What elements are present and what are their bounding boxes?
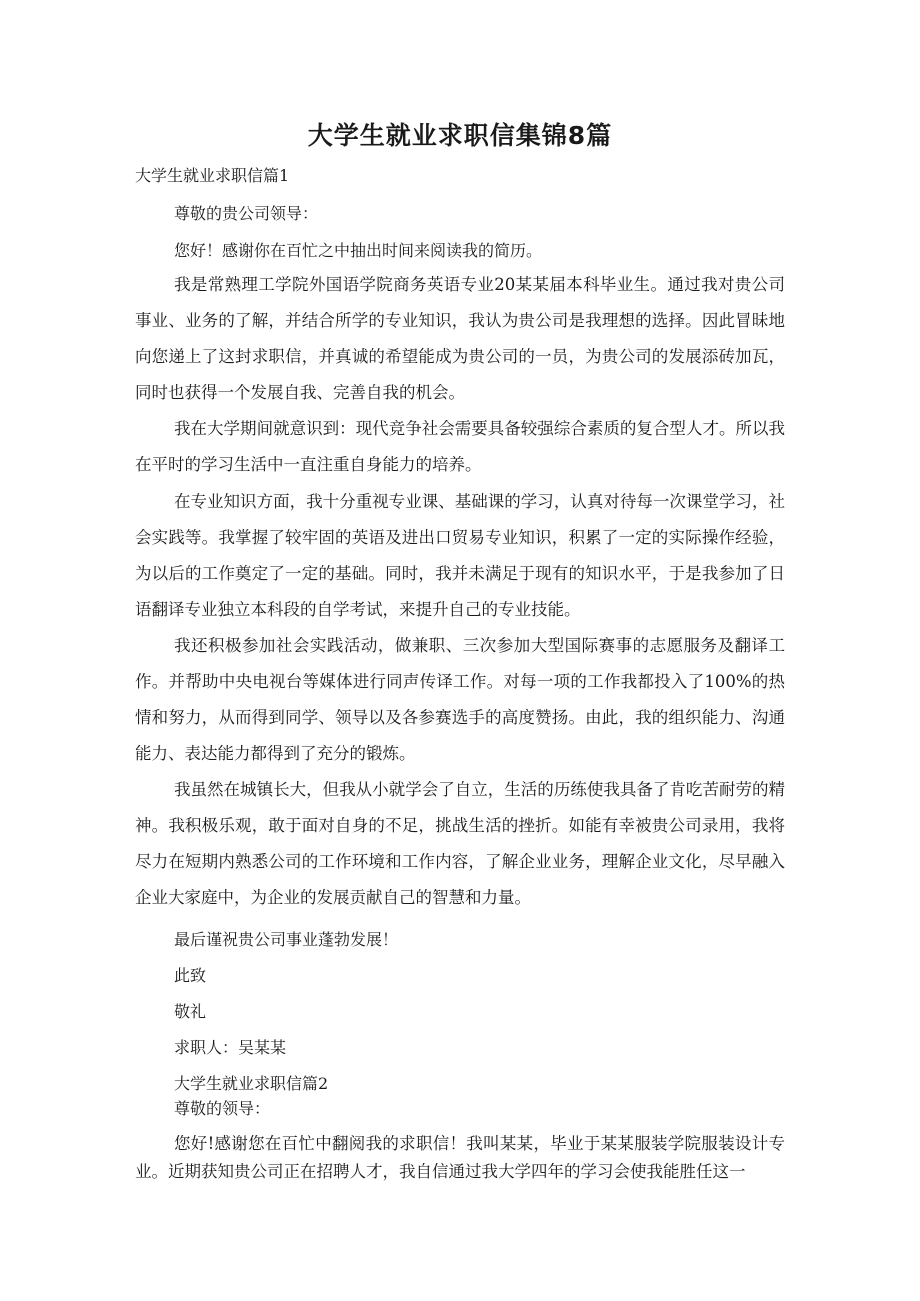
letter1-salutation: 尊敬的贵公司领导： — [174, 204, 319, 223]
letter1-paragraph-knowledge: 在专业知识方面，我十分重视专业课、基础课的学习，认真对待每一次课堂学习，社会实践等。我掌握了较牢固的英语及进出口贸易专业知识，积累了一定的实际操作经验，为以后的工作奠定了一定的基础。同时，我并未满足于现有的知识水平，于是我参加了日语翻译专业独立本科段的自学考试，来提升自己的专业技能。 — [135, 492, 785, 619]
letter1-signature: 求职人：吴某某 — [174, 1038, 287, 1057]
letter1-paragraph-practice: 我还积极参加社会实践活动，做兼职、三次参加大型国际赛事的志愿服务及翻译工作。并帮助中央电视台等媒体进行同声传译工作。对每一项的工作我都投入了100%的热情和努力，从而得到同学、领导以及各参赛选手的高度赞扬。由此，我的组织能力、沟通能力、表达能力都得到了充分的锻炼。 — [135, 636, 785, 763]
letter2-heading: 大学生就业求职信篇2 — [174, 1074, 329, 1093]
letter1-greeting: 您好！感谢你在百忙之中抽出时间来阅读我的简历。 — [174, 241, 543, 260]
letter1-heading: 大学生就业求职信篇1 — [135, 166, 290, 185]
letter2-salutation: 尊敬的领导： — [174, 1099, 271, 1118]
letter1-paragraph-intro: 我是常熟理工学院外国语学院商务英语专业20某某届本科毕业生。通过我对贵公司事业、业务的了解，并结合所学的专业知识，我认为贵公司是我理想的选择。因此冒昧地向您递上了这封求职信，并真诚的希望能成为贵公司的一员，为贵公司的发展添砖加瓦，同时也获得一个发展自我、完善自我的机会。 — [135, 275, 785, 402]
letter1-closing-1: 此致 — [174, 966, 207, 985]
letter1-paragraph-awareness: 我在大学期间就意识到：现代竞争社会需要具备较强综合素质的复合型人才。所以我在平时的学习生活中一直注重自身能力的培养。 — [135, 419, 785, 474]
document-title: 大学生就业求职信集锦8篇 — [307, 121, 613, 150]
letter1-closing-2: 敬礼 — [174, 1002, 207, 1021]
letter1-paragraph-character: 我虽然在城镇长大，但我从小就学会了自立，生活的历练使我具备了肯吃苦耐劳的精神。我积极乐观，敢于面对自身的不足，挑战生活的挫折。如能有幸被贵公司录用，我将尽力在短期内熟悉公司的工作环境和工作内容，了解企业业务，理解企业文化，尽早融入企业大家庭中，为企业的发展贡献自己的智慧和力量。 — [135, 780, 785, 907]
letter1-closing-wish: 最后谨祝贵公司事业蓬勃发展！ — [174, 930, 399, 949]
letter2-paragraph: 您好!感谢您在百忙中翻阅我的求职信！我叫某某，毕业于某某服装学院服装设计专业。近期获知贵公司正在招聘人才，我自信通过我大学四年的学习会使我能胜任这一 — [135, 1134, 785, 1181]
